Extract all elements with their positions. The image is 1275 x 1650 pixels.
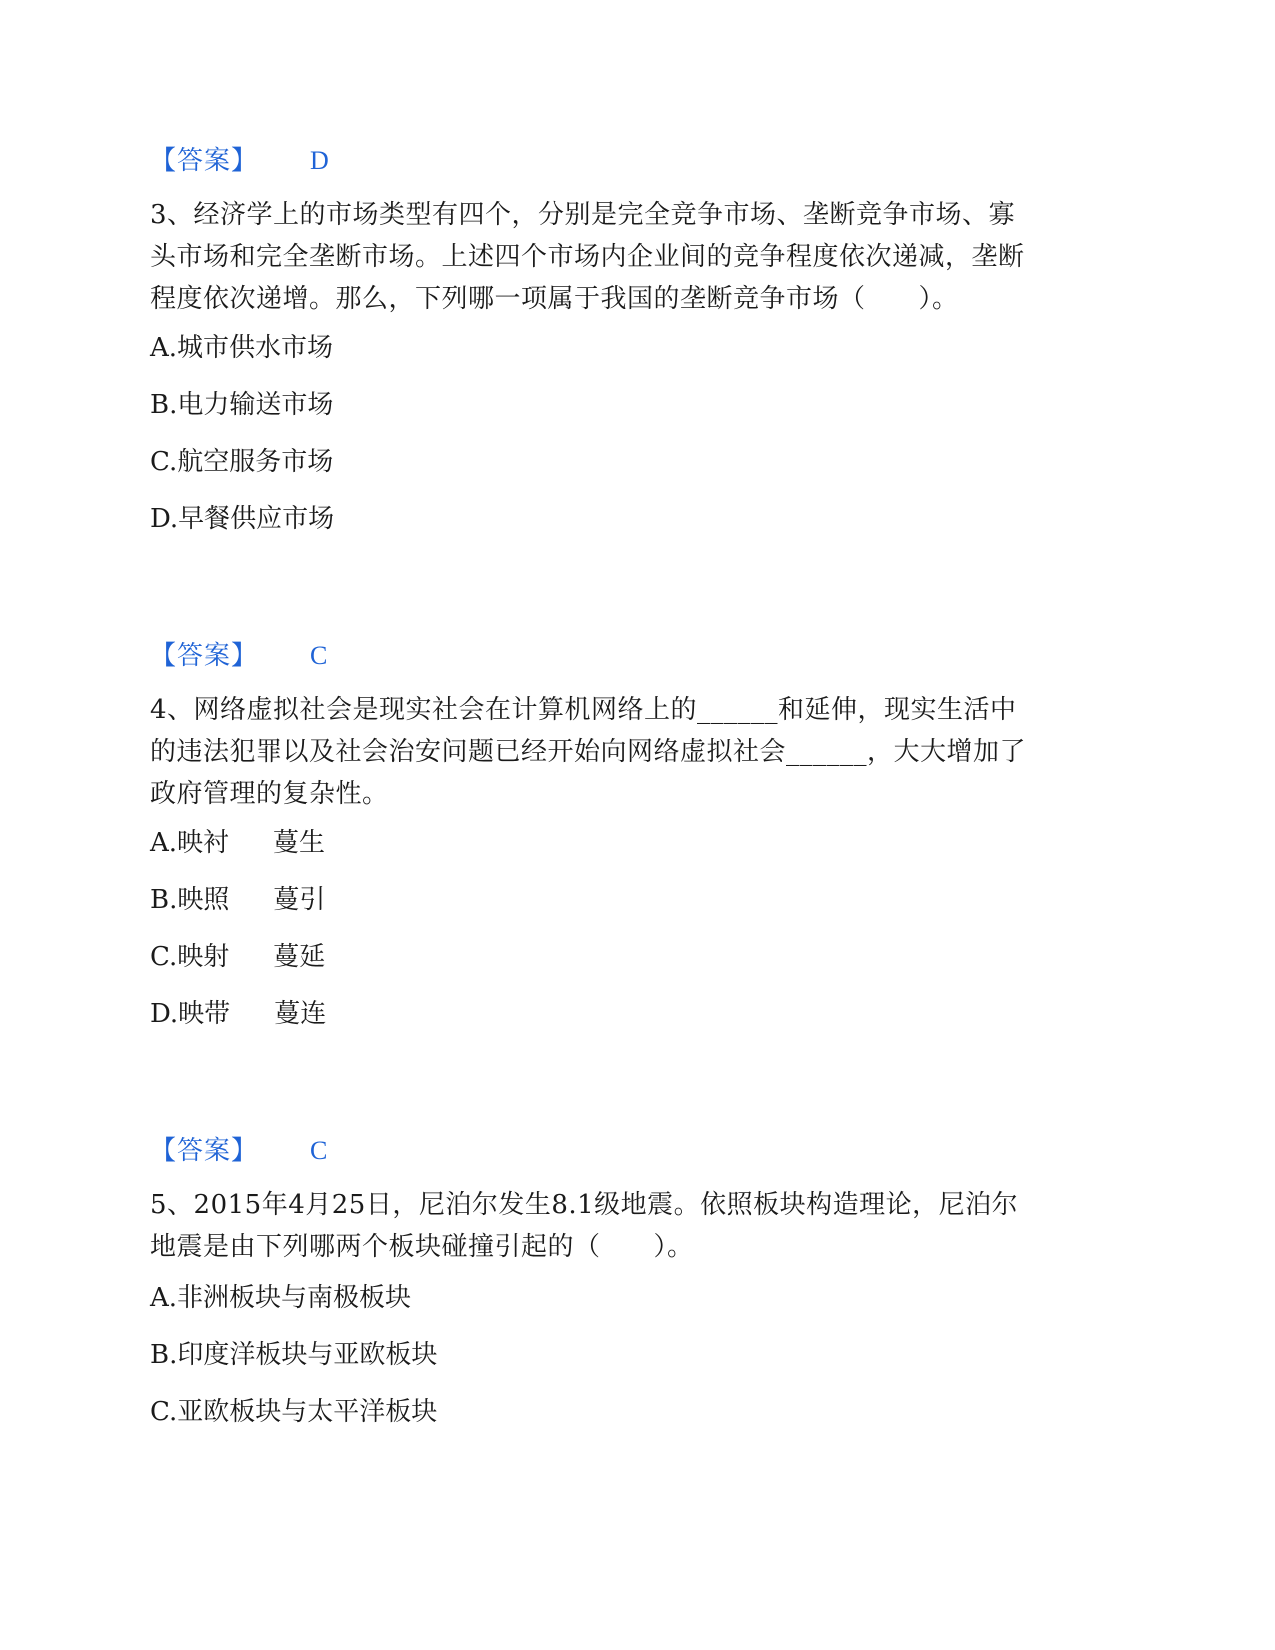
question-line: 3、经济学上的市场类型有四个，分别是完全竞争市场、垄断竞争市场、寡 xyxy=(150,200,1016,230)
question-line: 地震是由下列哪两个板块碰撞引起的（ ）。 xyxy=(150,1232,694,1262)
question-line: 5、2015年4月25日，尼泊尔发生8.1级地震。依照板块构造理论，尼泊尔 xyxy=(150,1190,1019,1220)
option-b-word1: B.映照 xyxy=(150,885,230,915)
question-3-options xyxy=(150,331,334,559)
answer-value: C xyxy=(310,1136,328,1165)
answer-label: 【答案】 xyxy=(150,1136,259,1166)
answer-value: D xyxy=(310,146,329,175)
option-a: A.非洲板块与南极板块 xyxy=(150,1283,412,1313)
option-a: A.城市供水市场 xyxy=(150,333,334,363)
option-b-word2: 蔓引 xyxy=(273,885,326,915)
question-line: 政府管理的复杂性。 xyxy=(150,779,389,809)
question-line: 程度依次递增。那么，下列哪一项属于我国的垄断竞争市场（ ）。 xyxy=(150,284,959,314)
question-line: 的违法犯罪以及社会治安问题已经开始向网络虚拟社会______，大大增加了 xyxy=(150,737,1027,767)
option-d-word2: 蔓连 xyxy=(274,999,327,1029)
question-4-text xyxy=(150,689,1125,815)
question-4-options xyxy=(150,826,326,1054)
question-line: 头市场和完全垄断市场。上述四个市场内企业间的竞争程度依次递减，垄断 xyxy=(150,242,1025,272)
option-c: C.航空服务市场 xyxy=(150,447,334,477)
question-5-options xyxy=(150,1281,437,1452)
answer-value: C xyxy=(310,641,328,670)
question-5-text xyxy=(150,1184,1125,1268)
option-c: C.亚欧板块与太平洋板块 xyxy=(150,1397,438,1427)
answer-line-q4 xyxy=(150,1134,327,1168)
option-b: B.电力输送市场 xyxy=(150,390,334,420)
option-a-word1: A.映衬 xyxy=(150,828,230,858)
option-c-word2: 蔓延 xyxy=(273,942,326,972)
option-d xyxy=(150,997,326,1054)
answer-line-q3 xyxy=(150,639,327,673)
option-a xyxy=(150,826,326,883)
option-b xyxy=(150,883,326,940)
option-d: D.早餐供应市场 xyxy=(150,504,335,534)
option-d-word1: D.映带 xyxy=(150,999,231,1029)
option-c-word1: C.映射 xyxy=(150,942,230,972)
option-a-word2: 蔓生 xyxy=(273,828,326,858)
option-c xyxy=(150,940,326,997)
answer-label: 【答案】 xyxy=(150,146,259,176)
answer-line-q2 xyxy=(150,144,329,178)
answer-label: 【答案】 xyxy=(150,641,259,671)
question-line: 4、网络虚拟社会是现实社会在计算机网络上的______和延伸，现实生活中 xyxy=(150,695,1017,725)
option-b: B.印度洋板块与亚欧板块 xyxy=(150,1340,438,1370)
question-3-text xyxy=(150,194,1125,320)
